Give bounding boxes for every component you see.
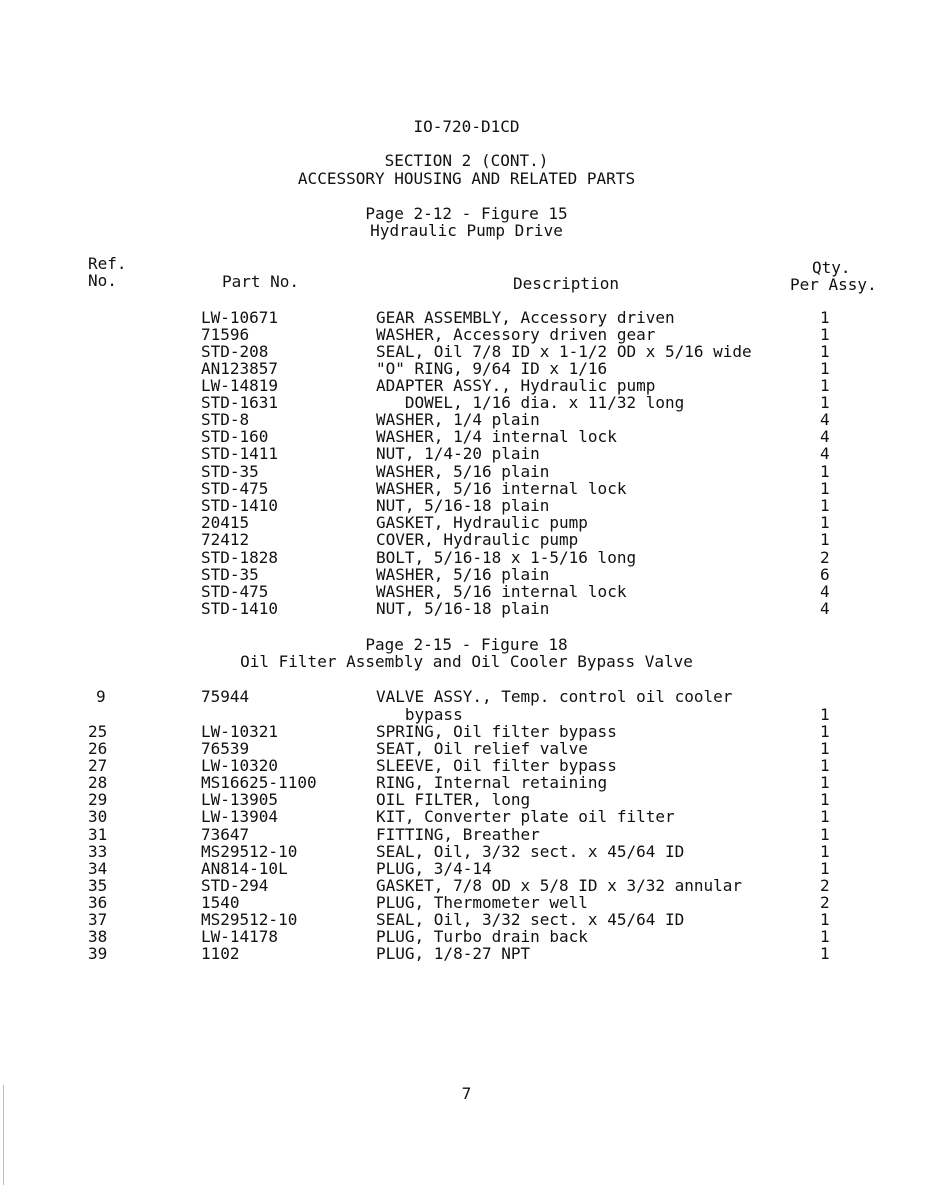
group-1-title: Hydraulic Pump Drive: [370, 221, 563, 240]
part-quantity: 2: [820, 876, 830, 895]
part-number: LW-13904: [201, 807, 279, 826]
part-number: LW-14178: [201, 927, 279, 946]
table-row: [0, 600, 933, 617]
part-description: SEAL, Oil 7/8 ID x 1-1/2 OD x 5/16 wide: [376, 342, 752, 361]
part-number: AN123857: [201, 359, 279, 378]
table-row: [0, 394, 933, 411]
table-row: [0, 808, 933, 825]
column-header-ref-line2: No.: [88, 271, 117, 290]
table-row: [0, 757, 933, 774]
table-row: [0, 497, 933, 514]
part-description: GASKET, Hydraulic pump: [376, 513, 588, 532]
column-header-qty-line1: Qty.: [812, 258, 851, 277]
part-quantity: 4: [820, 599, 830, 618]
part-description: "O" RING, 9/64 ID x 1/16: [376, 359, 608, 378]
part-description: NUT, 1/4-20 plain: [376, 444, 540, 463]
ref-number: 27: [88, 756, 108, 775]
part-number: STD-208: [201, 342, 269, 361]
ref-number: 34: [88, 859, 108, 878]
part-quantity: 1: [820, 859, 830, 878]
part-number: 1540: [201, 893, 240, 912]
part-description: GEAR ASSEMBLY, Accessory driven: [376, 308, 675, 327]
document-model-number: IO-720-D1CD: [413, 117, 520, 136]
part-quantity: 4: [820, 444, 830, 463]
part-description: bypass: [376, 705, 463, 724]
part-quantity: 4: [820, 427, 830, 446]
part-description: KIT, Converter plate oil filter: [376, 807, 675, 826]
table-row: [0, 843, 933, 860]
table-row: [0, 343, 933, 360]
part-quantity: 2: [820, 548, 830, 567]
part-number: STD-160: [201, 427, 269, 446]
part-number: LW-10320: [201, 756, 279, 775]
table-row: [0, 740, 933, 757]
part-quantity: 1: [820, 722, 830, 741]
column-header-qty-line2: Per Assy.: [790, 275, 877, 294]
table-row: [0, 411, 933, 428]
ref-number: 28: [88, 773, 108, 792]
part-description: NUT, 5/16-18 plain: [376, 496, 550, 515]
column-header-description: Description: [513, 274, 619, 293]
part-description: SPRING, Oil filter bypass: [376, 722, 617, 741]
part-description: DOWEL, 1/16 dia. x 11/32 long: [376, 393, 685, 412]
part-quantity: 1: [820, 479, 830, 498]
part-description: SEAT, Oil relief valve: [376, 739, 588, 758]
part-description: SEAL, Oil, 3/32 sect. x 45/64 ID: [376, 842, 685, 861]
part-quantity: 1: [820, 325, 830, 344]
table-row: [0, 531, 933, 548]
part-quantity: 1: [820, 513, 830, 532]
table-row: [0, 791, 933, 808]
ref-number: 35: [88, 876, 108, 895]
table-row: [0, 514, 933, 531]
part-number: STD-35: [201, 565, 259, 584]
part-description: PLUG, 3/4-14: [376, 859, 492, 878]
part-number: STD-475: [201, 582, 269, 601]
group-2-title: Oil Filter Assembly and Oil Cooler Bypass Valve: [240, 652, 693, 671]
part-number: STD-1631: [201, 393, 279, 412]
part-quantity: 1: [820, 756, 830, 775]
part-number: LW-13905: [201, 790, 279, 809]
part-number: MS29512-10: [201, 910, 298, 929]
part-description: FITTING, Breather: [376, 825, 540, 844]
part-quantity: 1: [820, 790, 830, 809]
table-row: [0, 377, 933, 394]
column-header-ref-line1: Ref.: [88, 254, 127, 273]
table-row: [0, 583, 933, 600]
part-number: STD-35: [201, 462, 259, 481]
part-number: LW-10671: [201, 308, 279, 327]
table-row: [0, 774, 933, 791]
column-header-part-no: Part No.: [222, 272, 300, 291]
table-row: [0, 723, 933, 740]
ref-number: 9: [96, 687, 106, 706]
part-description: WASHER, 1/4 internal lock: [376, 427, 617, 446]
table-row: [0, 309, 933, 326]
part-number: STD-1828: [201, 548, 279, 567]
part-description: SEAL, Oil, 3/32 sect. x 45/64 ID: [376, 910, 685, 929]
part-quantity: 1: [820, 910, 830, 929]
part-description: WASHER, Accessory driven gear: [376, 325, 656, 344]
part-description: VALVE ASSY., Temp. control oil cooler: [376, 687, 733, 706]
table-row: [0, 326, 933, 343]
table-row: [0, 480, 933, 497]
part-quantity: 1: [820, 308, 830, 327]
table-row: [0, 911, 933, 928]
part-description: GASKET, 7/8 OD x 5/8 ID x 3/32 annular: [376, 876, 743, 895]
part-quantity: 1: [820, 807, 830, 826]
part-number: 71596: [201, 325, 250, 344]
part-number: AN814-10L: [201, 859, 288, 878]
ref-number: 29: [88, 790, 108, 809]
part-quantity: 1: [820, 773, 830, 792]
part-quantity: 2: [820, 893, 830, 912]
table-row: [0, 428, 933, 445]
part-quantity: 1: [820, 496, 830, 515]
part-number: MS16625-1100: [201, 773, 317, 792]
table-row: [0, 877, 933, 894]
part-number: LW-10321: [201, 722, 279, 741]
part-number: 73647: [201, 825, 250, 844]
part-quantity: 1: [820, 342, 830, 361]
part-quantity: 1: [820, 393, 830, 412]
part-number: STD-8: [201, 410, 250, 429]
section-label: SECTION 2 (CONT.): [384, 151, 549, 170]
part-number: LW-14819: [201, 376, 279, 395]
part-number: STD-1410: [201, 496, 279, 515]
part-quantity: 1: [820, 739, 830, 758]
part-description: PLUG, Thermometer well: [376, 893, 588, 912]
part-description: PLUG, 1/8-27 NPT: [376, 944, 531, 963]
part-number: STD-1411: [201, 444, 279, 463]
part-quantity: 1: [820, 944, 830, 963]
part-quantity: 4: [820, 582, 830, 601]
part-description: WASHER, 5/16 plain: [376, 462, 550, 481]
section-title: ACCESSORY HOUSING AND RELATED PARTS: [297, 169, 636, 188]
part-quantity: 6: [820, 565, 830, 584]
table-row: [0, 826, 933, 843]
part-number: MS29512-10: [201, 842, 298, 861]
part-description: OIL FILTER, long: [376, 790, 531, 809]
table-row: [0, 894, 933, 911]
part-description: SLEEVE, Oil filter bypass: [376, 756, 617, 775]
part-quantity: 1: [820, 927, 830, 946]
ref-number: 33: [88, 842, 108, 861]
part-number: 20415: [201, 513, 250, 532]
table-row: [0, 706, 933, 723]
part-number: STD-294: [201, 876, 269, 895]
part-description: COVER, Hydraulic pump: [376, 530, 579, 549]
part-quantity: 1: [820, 842, 830, 861]
page-number: 7: [461, 1084, 472, 1103]
ref-number: 36: [88, 893, 108, 912]
table-row: [0, 463, 933, 480]
table-row: [0, 549, 933, 566]
ref-number: 31: [88, 825, 108, 844]
part-description: NUT, 5/16-18 plain: [376, 599, 550, 618]
scan-edge-line: [3, 1085, 4, 1185]
part-number: STD-475: [201, 479, 269, 498]
part-number: 75944: [201, 687, 250, 706]
part-quantity: 1: [820, 462, 830, 481]
part-number: 72412: [201, 530, 250, 549]
table-row: [0, 445, 933, 462]
table-row: [0, 566, 933, 583]
part-description: PLUG, Turbo drain back: [376, 927, 588, 946]
part-quantity: 1: [820, 530, 830, 549]
part-description: WASHER, 5/16 internal lock: [376, 479, 627, 498]
table-row: [0, 688, 933, 705]
table-row: [0, 945, 933, 962]
ref-number: 39: [88, 944, 108, 963]
ref-number: 25: [88, 722, 108, 741]
ref-number: 38: [88, 927, 108, 946]
ref-number: 30: [88, 807, 108, 826]
ref-number: 37: [88, 910, 108, 929]
part-description: BOLT, 5/16-18 x 1-5/16 long: [376, 548, 637, 567]
part-quantity: 1: [820, 359, 830, 378]
part-description: ADAPTER ASSY., Hydraulic pump: [376, 376, 656, 395]
table-row: [0, 928, 933, 945]
part-description: WASHER, 5/16 plain: [376, 565, 550, 584]
part-number: STD-1410: [201, 599, 279, 618]
part-description: WASHER, 1/4 plain: [376, 410, 540, 429]
part-quantity: 1: [820, 825, 830, 844]
group-1-page-ref: Page 2-12 - Figure 15: [365, 204, 568, 223]
part-number: 76539: [201, 739, 250, 758]
table-row: [0, 360, 933, 377]
table-row: [0, 860, 933, 877]
ref-number: 26: [88, 739, 108, 758]
part-description: RING, Internal retaining: [376, 773, 608, 792]
part-description: WASHER, 5/16 internal lock: [376, 582, 627, 601]
part-quantity: 4: [820, 410, 830, 429]
part-number: 1102: [201, 944, 240, 963]
group-2-page-ref: Page 2-15 - Figure 18: [365, 635, 568, 654]
part-quantity: 1: [820, 705, 830, 724]
part-quantity: 1: [820, 376, 830, 395]
